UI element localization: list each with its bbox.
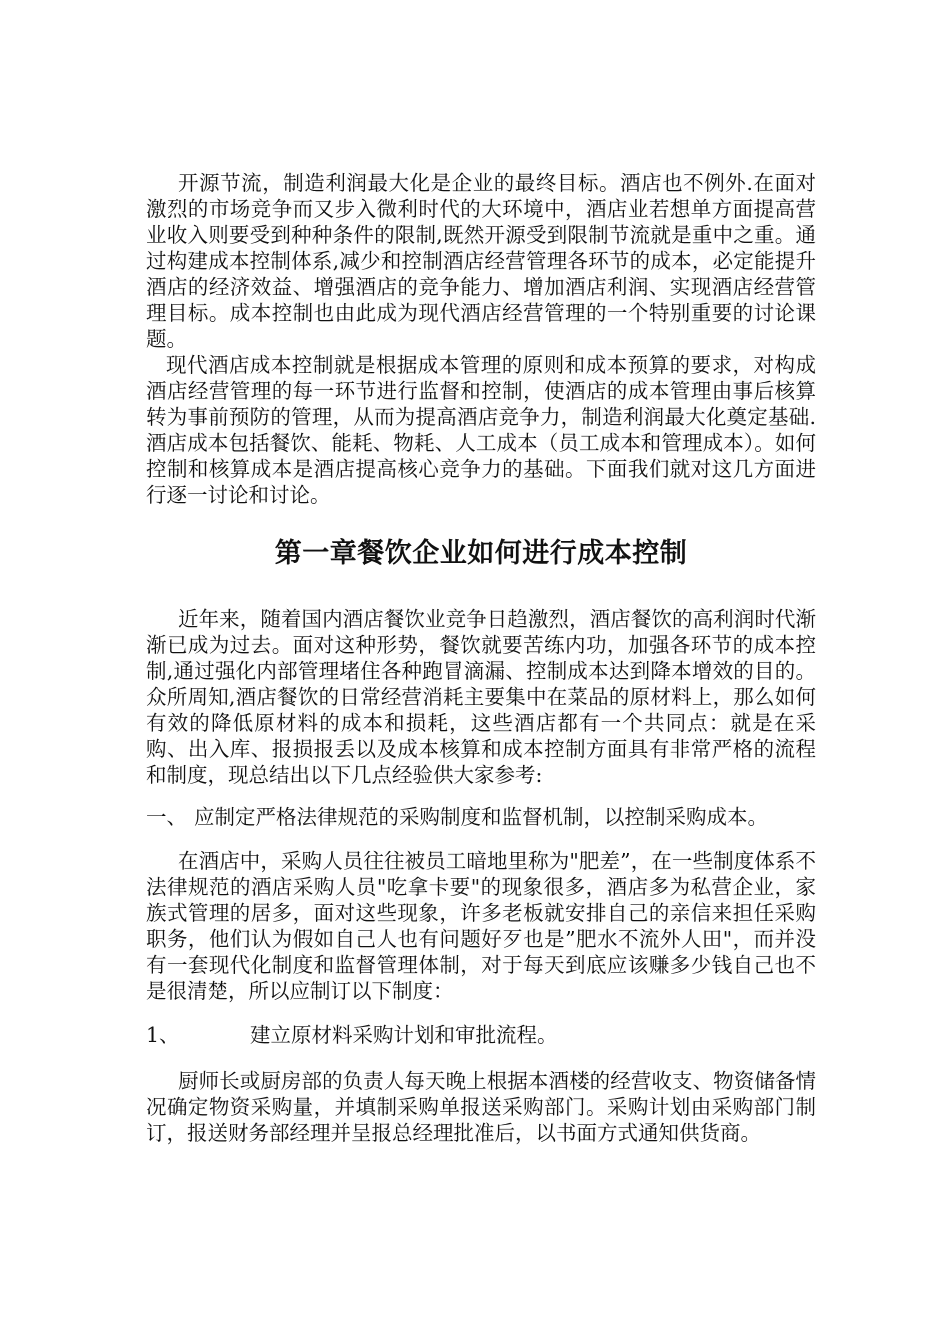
- section-1-paragraph: 在酒店中，采购人员往往被员工暗地里称为"肥差”，在一些制度体系不法律规范的酒店采购人员"吃拿卡要"的现象很多，酒店多为私营企业，家族式管理的居多，面对这些现象，许多老板就安排自己的亲信来担任采购职务，他们认为假如自己人也有问题好歹也是”肥水不流外人田"，而并没有一套现代化制度和监督管理体制，对于每天到底应该赚多少钱自己也不是很清楚，所以应制订以下制度：: [146, 849, 816, 1003]
- intro-paragraph-2: 现代酒店成本控制就是根据成本管理的原则和成本预算的要求，对构成酒店经营管理的每一环节进行监督和控制，使酒店的成本管理由事后核算转为事前预防的管理，从而为提高酒店竞争力，制造利润最大化奠定基础.酒店成本包括餐饮、能耗、物耗、人工成本（员工成本和管理成本）。如何控制和核算成本是酒店提高核心竞争力的基础。下面我们就对这几方面进行逐一讨论和讨论。: [146, 353, 816, 507]
- chapter-paragraph-1: 近年来，随着国内酒店餐饮业竞争日趋激烈，酒店餐饮的高利润时代渐渐已成为过去。面对这种形势，餐饮就要苦练内功，加强各环节的成本控制,通过强化内部管理堵住各种跑冒滴漏、控制成本达到降本增效的目的。众所周知,酒店餐饮的日常经营消耗主要集中在菜品的原材料上，那么如何有效的降低原材料的成本和损耗，这些酒店都有一个共同点：就是在采购、出入库、报损报丢以及成本核算和成本控制方面具有非常严格的流程和制度，现总结出以下几点经验供大家参考:: [146, 607, 816, 787]
- sub-heading-1: [146, 1022, 816, 1048]
- sub-heading-text: 建立原材料采购计划和审批流程。: [250, 1023, 558, 1047]
- item-1-paragraph: 厨师长或厨房部的负责人每天晚上根据本酒楼的经营收支、物资储备情况确定物资采购量，并填制采购单报送采购部门。采购计划由采购部门制订，报送财务部经理并呈报总经理批准后，以书面方式通知供货商。: [146, 1069, 816, 1145]
- section-number: 一、: [146, 805, 187, 829]
- document-page: [146, 170, 816, 1146]
- section-heading-text: 应制定严格法律规范的采购制度和监督机制，以控制采购成本。: [194, 805, 768, 829]
- sub-heading-number: 1、: [146, 1023, 180, 1047]
- intro-paragraph-1: 开源节流，制造利润最大化是企业的最终目标。酒店也不例外.在面对激烈的市场竞争而又步入微利时代的大环境中，酒店业若想单方面提高营业收入则要受到种种条件的限制,既然开源受到限制节流就是重中之重。通过构建成本控制体系,减少和控制酒店经营管理各环节的成本，必定能提升酒店的经济效益、增强酒店的竞争能力、增加酒店利润、实现酒店经营管理目标。成本控制也由此成为现代酒店经营管理的一个特别重要的讨论课题。: [146, 171, 816, 351]
- section-heading-1: [146, 804, 816, 830]
- chapter-title: 第一章餐饮企业如何进行成本控制: [274, 538, 688, 569]
